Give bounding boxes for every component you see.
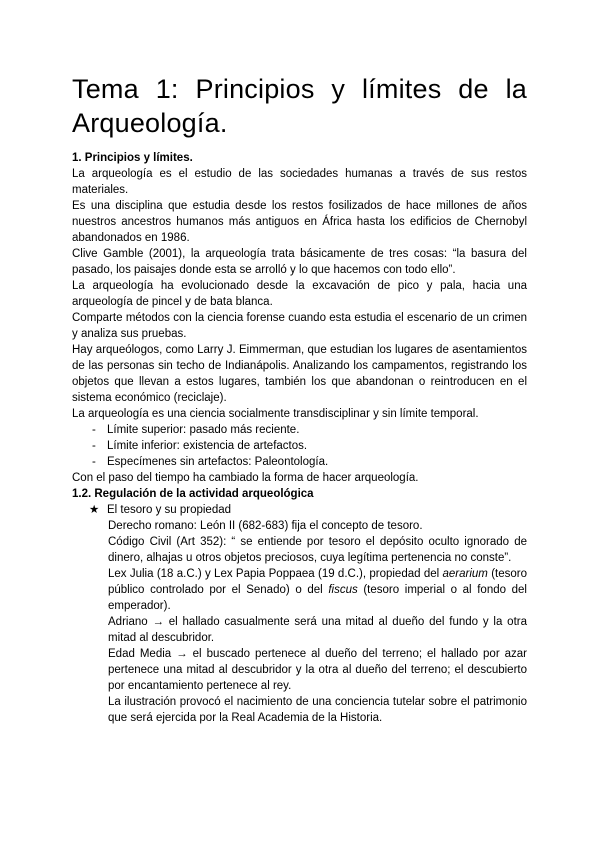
star-list <box>72 502 527 726</box>
aerarium-term: aerarium <box>442 568 488 580</box>
paragraph: La arqueología es una ciencia socialmente transdisciplinar y sin límite temporal. <box>72 408 479 420</box>
paragraph: Comparte métodos con la ciencia forense cuando esta estudia el escenario de un crimen y analiza sus pruebas. <box>72 312 527 340</box>
limits-list <box>72 422 527 470</box>
star-icon: ★ <box>89 504 100 516</box>
title-line-2: Arqueología. <box>72 108 228 138</box>
list-item: ★ El tesoro y su propiedad <box>89 504 232 516</box>
paragraph: Hay arqueólogos, como Larry J. Eimmerman, que estudian los lugares de asentamientos de las personas sin techo de Indianápolis. Analizando los campamentos, registrando los objetos que llevan a estos lugares, también los que abandonan o reintroducen en el sistema económico (reciclaje). <box>72 344 527 404</box>
lex-line: Lex Julia (18 a.C.) y Lex Papia Poppaea (19 d.C.), propiedad del aerarium (tesoro público controlado por el Senado) o del fiscus (tesoro imperial o al fondo del emperador). <box>108 568 527 612</box>
list-item: - Límite inferior: existencia de artefactos. <box>92 440 308 452</box>
paragraph: Es una disciplina que estudia desde los restos fosilizados de hace millones de años nuestros ancestros humanos más antiguos en África hasta los edificios de Chernobyl abandonados en 1986. <box>72 200 527 244</box>
page-title <box>72 72 527 140</box>
paragraph: Clive Gamble (2001), la arqueología trata básicamente de tres cosas: “la basura del pasado, los paisajes donde esta se arrolló y lo que hacemos con todo ello”. <box>72 248 527 276</box>
list-item: - Límite superior: pasado más reciente. <box>92 424 300 436</box>
codigo-civil-line: Código Civil (Art 352): “ se entiende por tesoro el depósito oculto ignorado de dinero, alhajas u otros objetos preciosos, cuya legítima pertenencia no conste”. <box>108 536 527 564</box>
paragraph: La arqueología ha evolucionado desde la excavación de pico y pala, hacia una arqueología de pincel y de bata blanca. <box>72 280 527 308</box>
star-item-content <box>72 518 527 726</box>
closing-paragraph: Con el paso del tiempo ha cambiado la forma de hacer arqueología. <box>72 472 419 484</box>
document-page <box>72 72 527 726</box>
section-2-heading: 1.2. Regulación de la actividad arqueológica <box>72 488 314 500</box>
edad-media-line: Edad Media → el buscado pertenece al dueño del terreno; el hallado por azar pertenece una mitad al descubridor y la otra al dueño del terreno; el descubierto por encantamiento pertenece al rey. <box>108 648 527 692</box>
ilustracion-line: La ilustración provocó el nacimiento de una conciencia tutelar sobre el patrimonio que será ejercida por la Real Academia de la Historia. <box>108 696 527 724</box>
adriano-line: Adriano → el hallado casualmente será una mitad al dueño del fundo y la otra mitad al descubridor. <box>108 616 527 644</box>
dash-bullet: - <box>92 424 96 436</box>
title-line-1: Tema 1: Principios y límites de la <box>72 74 527 104</box>
paragraph: La arqueología es el estudio de las sociedades humanas a través de sus restos materiales. <box>72 168 527 196</box>
dash-bullet: - <box>92 456 96 468</box>
derecho-romano-line: Derecho romano: León II (682-683) fija el concepto de tesoro. <box>108 520 423 532</box>
section-1-heading: 1. Principios y límites. <box>72 152 193 164</box>
dash-bullet: - <box>92 440 96 452</box>
fiscus-term: fiscus <box>328 584 358 596</box>
list-item: - Especímenes sin artefactos: Paleontología. <box>92 456 329 468</box>
